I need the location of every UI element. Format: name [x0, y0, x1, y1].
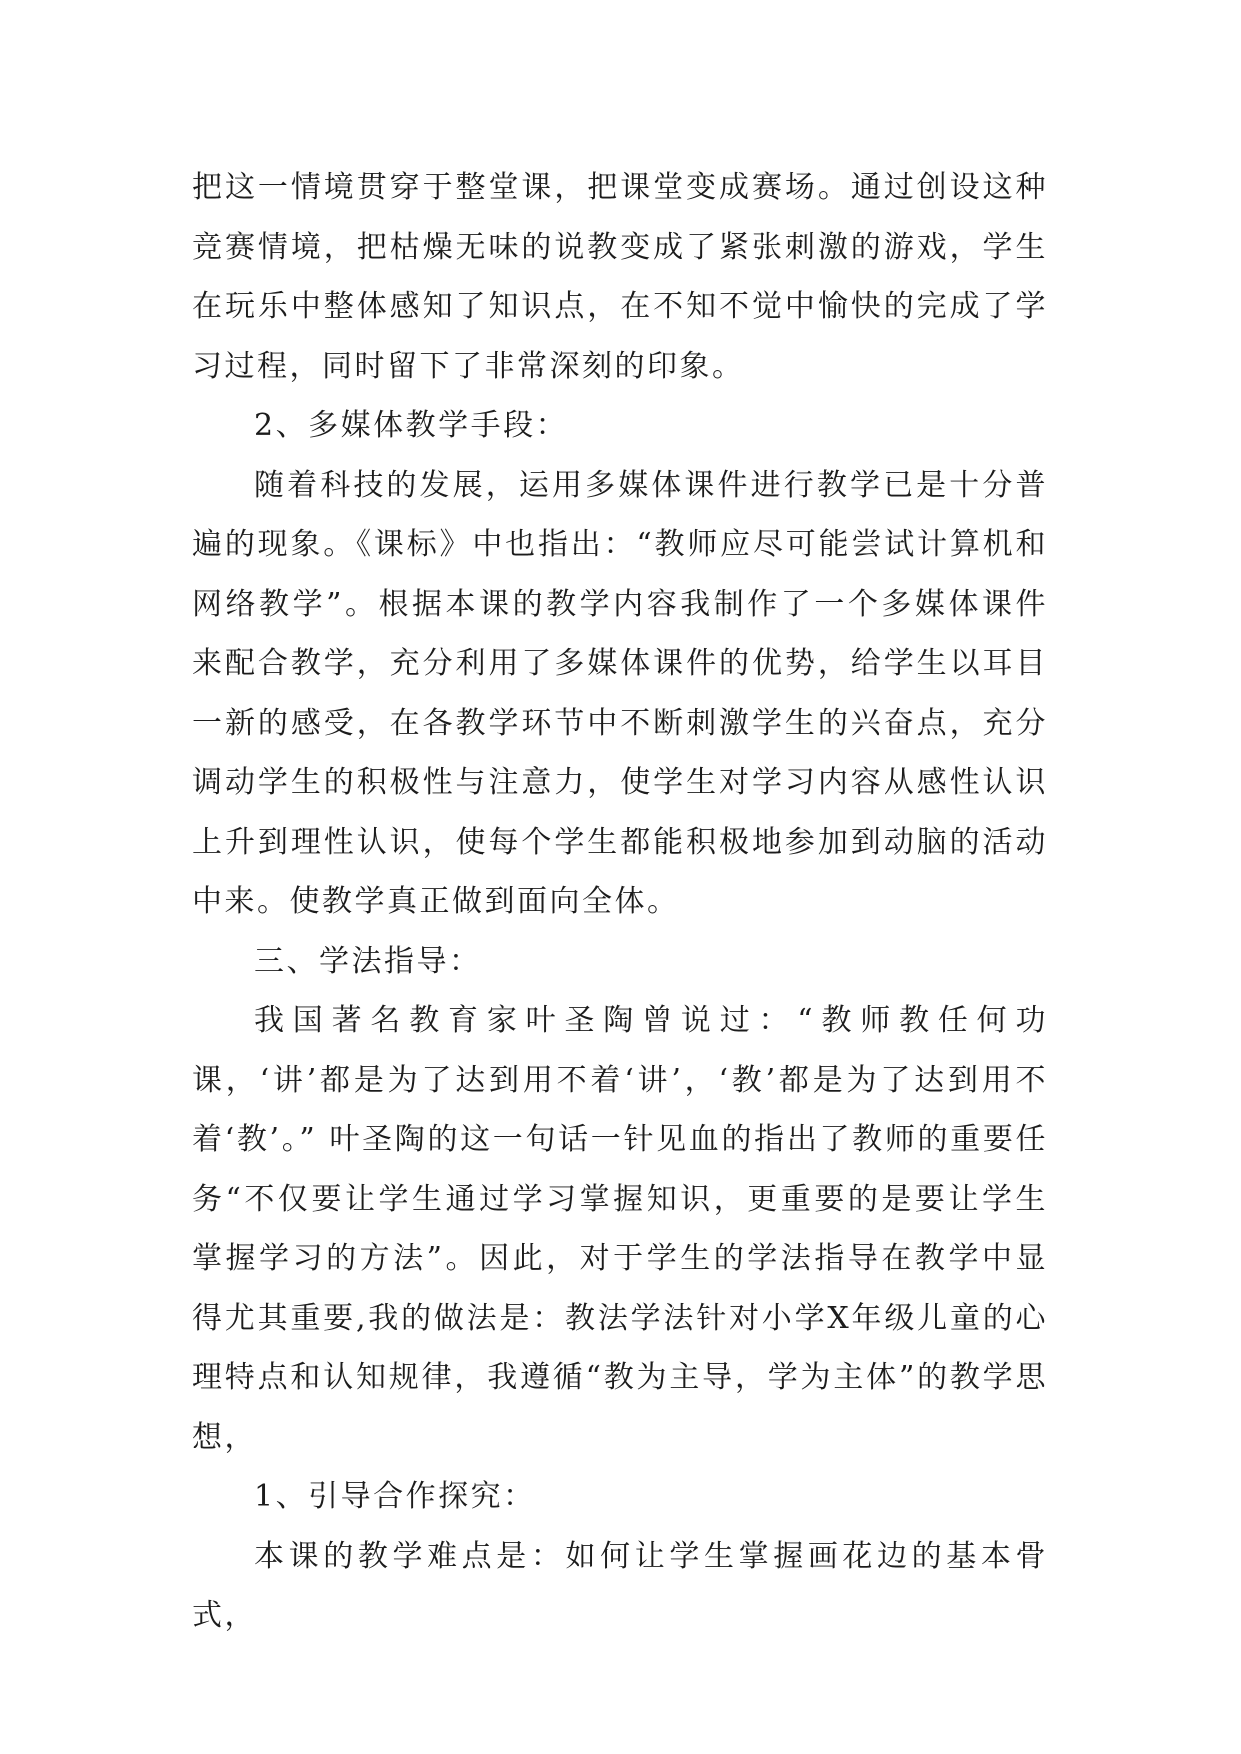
paragraph-study-method: 我国著名教育家叶圣陶曾说过：“教师教任何功课，‘讲’都是为了达到用不着‘讲’，‘教’都是为了达到用不着‘教’。” 叶圣陶的这一句话一针见血的指出了教师的重要任务“不仅要让学生通过学习掌握知识，更重要的是要让学生掌握学习的方法”。因此，对于学生的学法指导在教学中显得尤其重要,我的做法是：教法学法针对小学X年级儿童的心理特点和认知规律，我遵循“教为主导，学为主体”的教学思想， [192, 1003, 1048, 1455]
paragraph-multimedia: 随着科技的发展，运用多媒体课件进行教学已是十分普遍的现象。《课标》中也指出：“教师应尽可能尝试计算机和网络教学”。根据本课的教学内容我制作了一个多媒体课件来配合教学，充分利用了多媒体课件的优势，给学生以耳目一新的感受，在各教学环节中不断刺激学生的兴奋点，充分调动学生的积极性与注意力，使学生对学习内容从感性认识上升到理性认识，使每个学生都能积极地参加到动脑的活动中来。使教学真正做到面向全体。 [192, 467, 1048, 919]
section-heading-study-method: 三、学法指导： [254, 943, 482, 979]
document-page [192, 158, 1048, 1646]
section-heading-cooperation: 1、引导合作探究： [254, 1479, 536, 1514]
paragraph-1: 把这一情境贯穿于整堂课，把课堂变成赛场。通过创设这种竞赛情境，把枯燥无味的说教变成了紧张刺激的游戏，学生在玩乐中整体感知了知识点，在不知不觉中愉快的完成了学习过程，同时留下了非常深刻的印象。 [192, 170, 1048, 384]
paragraph-difficulty: 本课的教学难点是：如何让学生掌握画花边的基本骨式， [192, 1538, 1048, 1633]
section-heading-multimedia: 2、多媒体教学手段： [254, 408, 569, 443]
